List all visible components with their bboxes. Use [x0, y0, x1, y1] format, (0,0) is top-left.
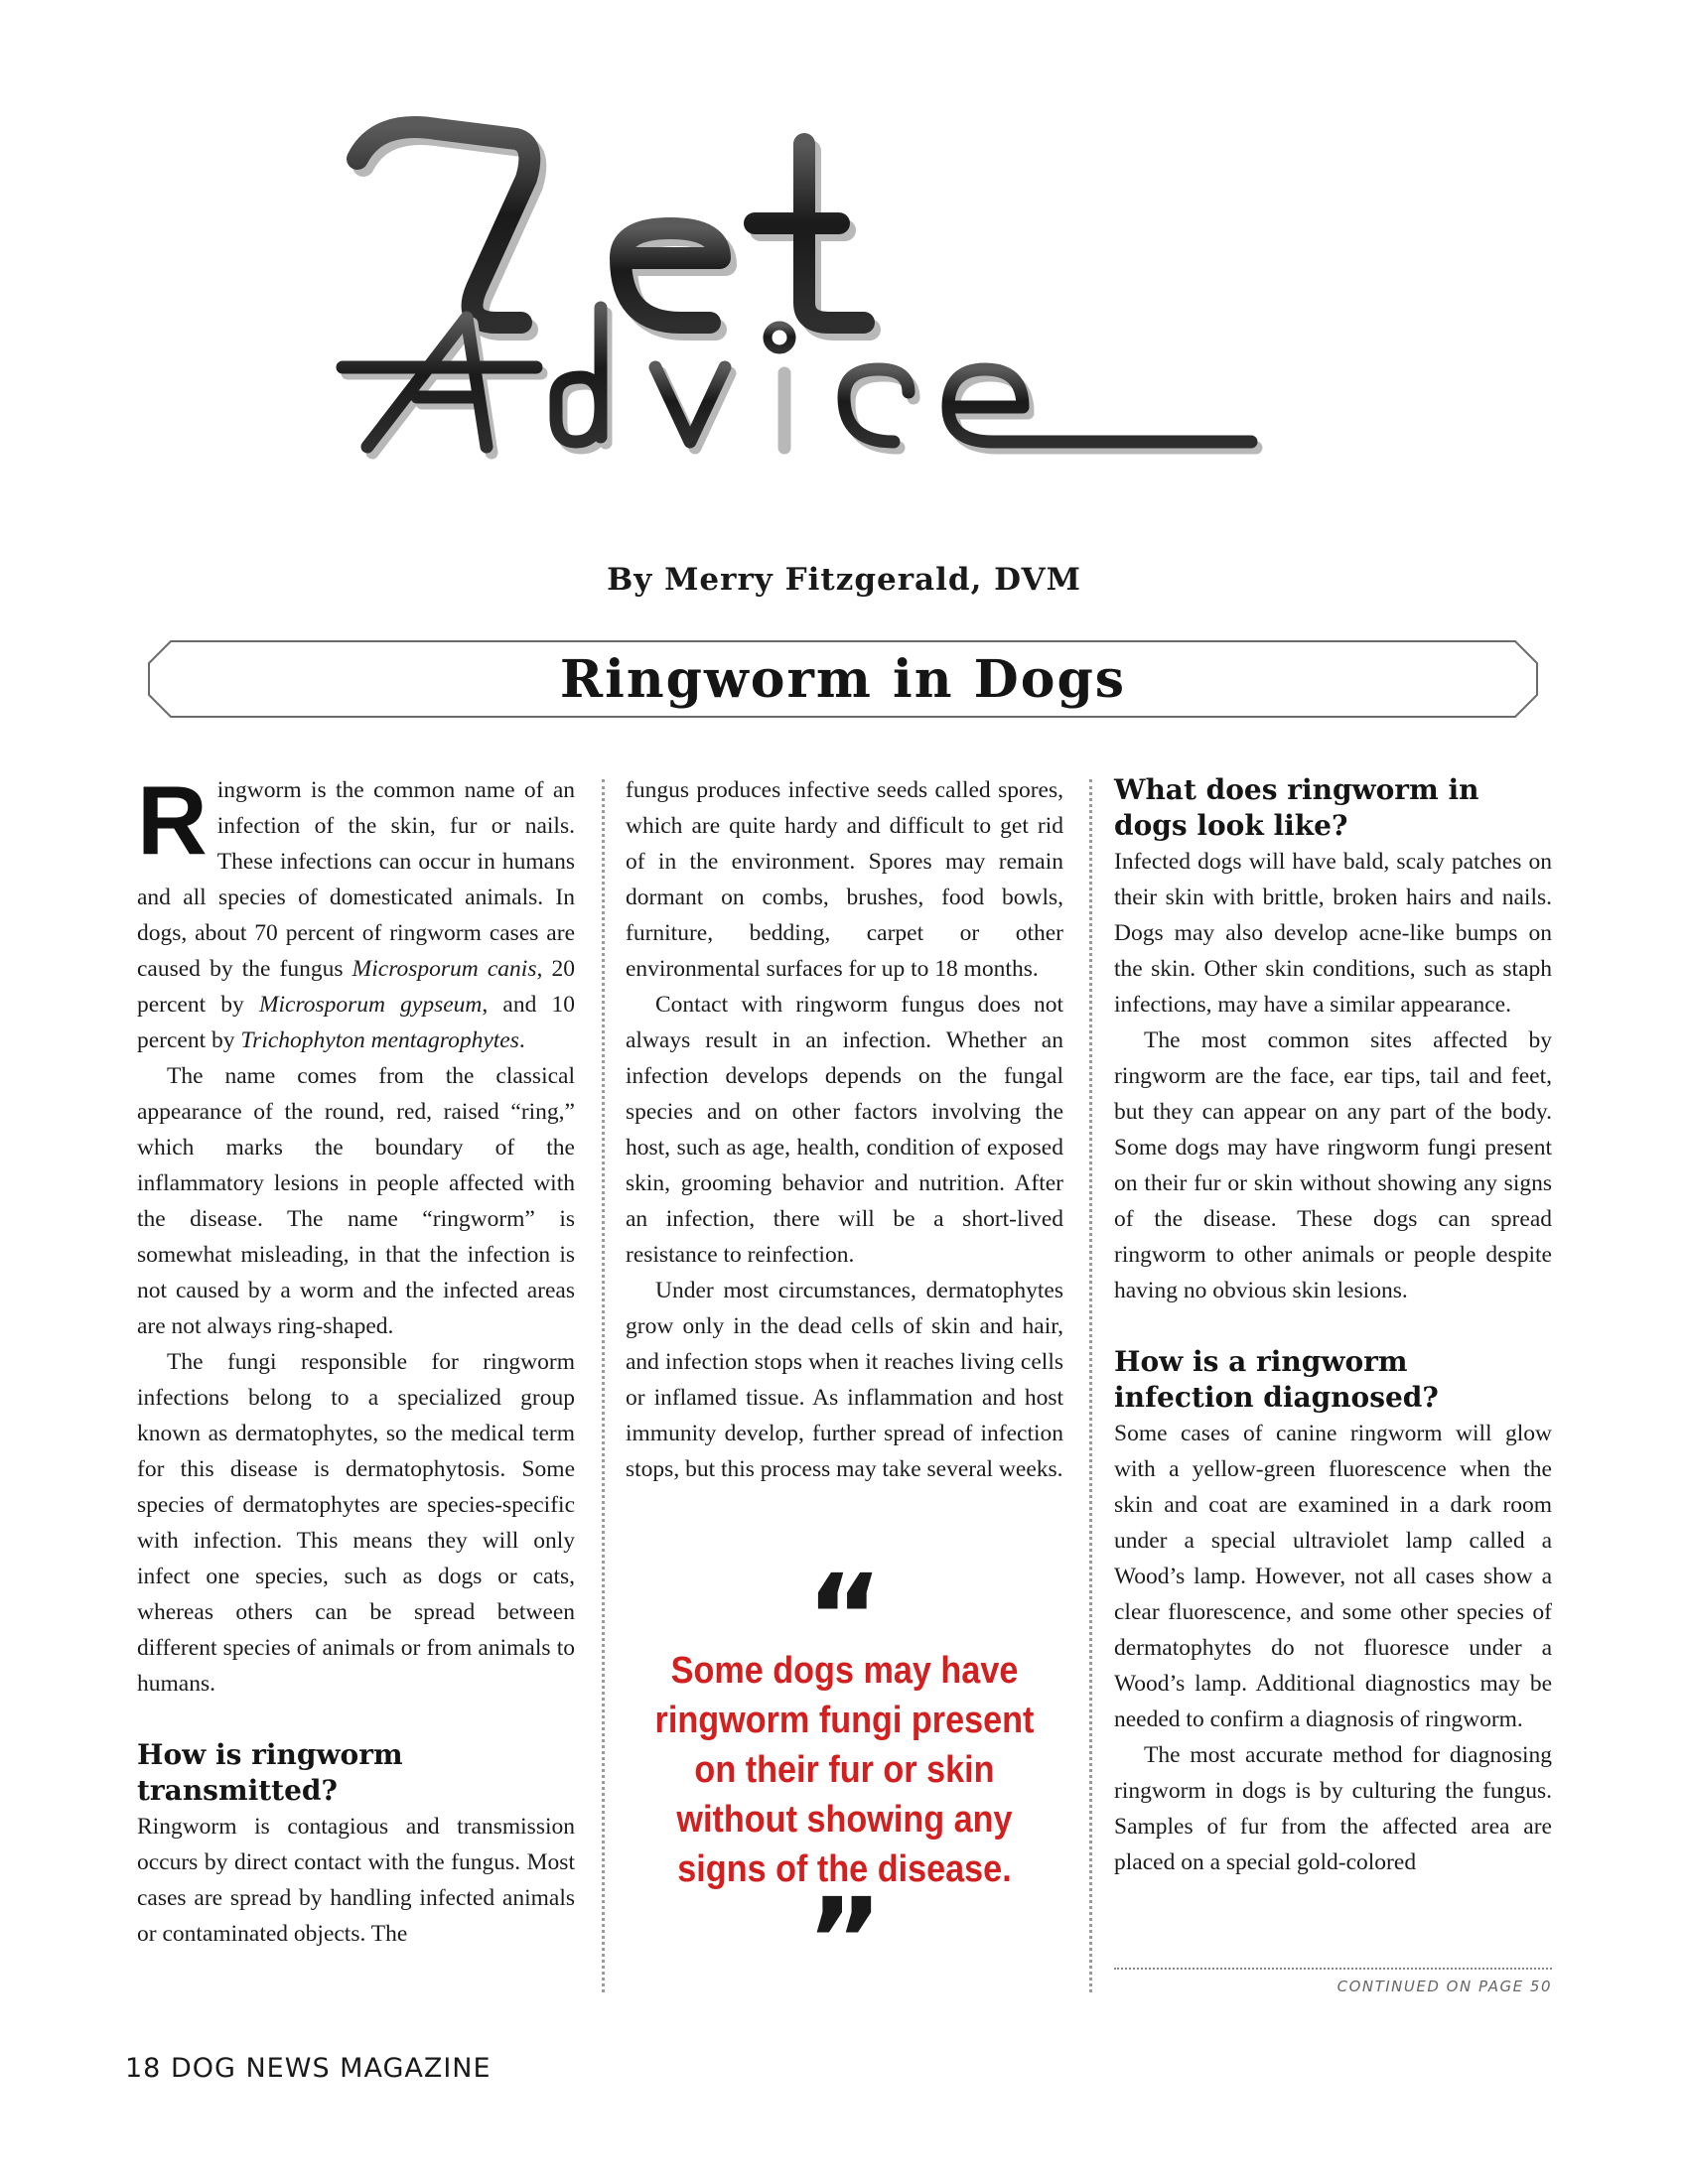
- continued-link[interactable]: CONTINUED ON PAGE 50: [1336, 1978, 1552, 1995]
- continued-divider: [1114, 1968, 1552, 1970]
- pull-quote: [626, 1549, 1063, 2009]
- intro-paragraph: Ringworm is the common name of an infection of the skin, fur or nails. These infections can occur in humans and all species of domesticated animals. In dogs, about 70 percent of ringworm cases are caused by the fungus Microsporum canis, 20 percent by Microsporum gypseum, and 10 percent by Trichophyton mentagrophytes.: [137, 765, 576, 1053]
- column-divider: [1089, 779, 1092, 1992]
- close-quote-icon: ”: [805, 1872, 884, 2009]
- drop-cap: R: [137, 765, 208, 875]
- body-paragraph: The fungi responsible for ringworm infections belong to a specialized group known as dermatophytes, so the medical term for this disease is dermatophytosis. Some species of dermatophytes are species-specific with infection. This means they will only infect one species, such as dogs or cats, whereas others can be spread between different species of animals or from animals to humans.: [137, 1349, 575, 1697]
- column-1: [137, 765, 576, 1952]
- masthead-logo: [338, 99, 1321, 536]
- body-paragraph: Infected dogs will have bald, scaly patches on their skin with brittle, broken hairs and nails. Dogs may also develop acne-like bumps on the skin. Other skin conditions, such as staph infections, may have a similar appearance.: [1114, 849, 1552, 1018]
- column-3: [1114, 772, 1552, 1880]
- species-name: Trichophyton mentagrophytes: [240, 1027, 519, 1053]
- article-title: Ringworm in Dogs: [559, 649, 1127, 710]
- body-paragraph: Under most circumstances, dermatophytes grow only in the dead cells of skin and hair, and infection stops when it reaches living cells or inflamed tissue. As inflammation and host immunity develop, further spread of infection stops, but this process may take several weeks.: [626, 1278, 1063, 1482]
- body-paragraph: fungus produces infective seeds called spores, which are quite hardy and difficult to get rid of in the environment. Spores may remain dormant on combs, brushes, food bowls, furniture, bedding, carpet or other environmental surfaces for up to 18 months.: [626, 777, 1063, 982]
- body-paragraph: Contact with ringworm fungus does not always result in an infection. Whether an infection develops depends on the fungal species and on other factors involving the host, such as age, health, condition of exposed skin, grooming behavior and nutrition. After an infection, there will be a short-lived resistance to reinfection.: [626, 992, 1063, 1268]
- page-footer: 18 DOG NEWS MAGAZINE: [125, 2053, 492, 2084]
- section-heading-transmission: How is ringworm transmitted?: [137, 1738, 403, 1807]
- byline: By Merry Fitzgerald, DVM: [607, 562, 1081, 598]
- body-paragraph: The most accurate method for diagnosing ringworm in dogs is by culturing the fungus. Samples of fur from the affected area are placed on a special gold-colored: [1114, 1742, 1552, 1875]
- column-divider: [602, 779, 605, 1992]
- body-paragraph: Some cases of canine ringworm will glow with a yellow-green fluorescence when the skin and coat are examined in a dark room under a special ultraviolet lamp called a Wood’s lamp. However, not all cases show a clear fluorescence, and some other species of dermatophytes do not fluoresce under a Wood’s lamp. Additional diagnostics may be needed to confirm a diagnosis of ringworm.: [1114, 1421, 1552, 1732]
- section-heading-appearance: What does ringworm in dogs look like?: [1114, 773, 1479, 842]
- column-2: [626, 772, 1063, 1487]
- species-name: Microsporum gypseum: [258, 992, 483, 1018]
- body-paragraph: The name comes from the classical appearance of the round, red, raised “ring,” which marks the boundary of the inflammatory lesions in people affected with the disease. The name “ringworm” is somewhat misleading, in that the infection is not caused by a worm and the infected areas are not always ring-shaped.: [137, 1063, 575, 1339]
- pull-quote-text: Some dogs may have ringworm fungi present on their fur or skin without showing any signs of the disease.: [654, 1650, 1035, 1890]
- title-banner: [147, 639, 1539, 719]
- open-quote-icon: “: [805, 1549, 884, 1686]
- section-heading-diagnosis: How is a ringworm infection diagnosed?: [1114, 1345, 1439, 1414]
- body-paragraph: Ringworm is contagious and transmission occurs by direct contact with the fungus. Most cases are spread by handling infected animals or contaminated objects. The: [137, 1814, 575, 1947]
- species-name: Microsporum canis: [352, 956, 537, 982]
- body-paragraph: The most common sites affected by ringworm are the face, ear tips, tail and feet, but they can appear on any part of the body. Some dogs may have ringworm fungi present on their fur or skin without showing any signs of the disease. These dogs can spread ringworm to other animals or people despite having no obvious skin lesions.: [1114, 1027, 1552, 1303]
